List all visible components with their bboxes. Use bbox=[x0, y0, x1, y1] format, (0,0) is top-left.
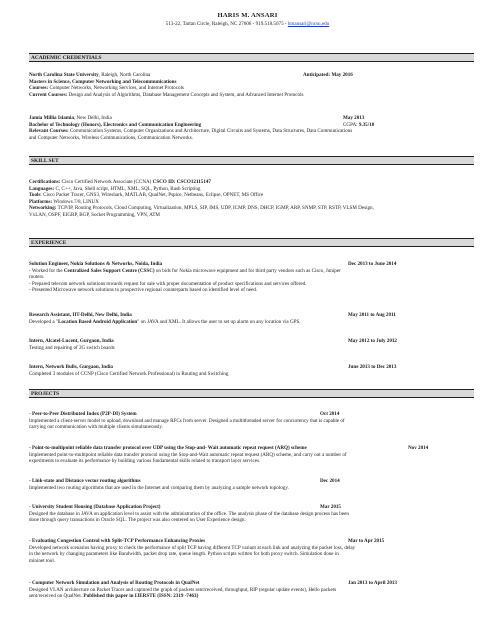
section-skill-set: SKILL SET bbox=[29, 156, 474, 165]
skill-label: Platforms: bbox=[29, 198, 53, 205]
project-date: Dec 2014 bbox=[320, 478, 340, 484]
skill-text: Cisco Certified Network Associate (CCNA) bbox=[60, 179, 153, 185]
relevant-courses-label: Relevant Courses: bbox=[29, 128, 69, 135]
degree: Bachelor of Technology (Honors), Electronics and Communication Engineering bbox=[29, 121, 202, 128]
skill-text: Windows 7/8, LINUX bbox=[52, 198, 99, 205]
project-split-tcp: - Evaluating Congestion Control with Split-TCP Performance Enhancing Proxies Mar to Apr 2015 Developed network scenarios having proxy to check the performance of split TCP having different TCP variant at each link and analyzing the packet loss, delay in the network by changing parameters like Bandwidth, packet drop rate, queue length. Python scripts written for both proxy switch. Simulation done in mininet tool. bbox=[29, 538, 385, 564]
project-arq: - Point-to-multipoint reliable data transfer protocol over UDP using the Stop-and- Wait automatic repeat request (ARQ) scheme Nov 2014 Implemented point-to-multipoint reliable data transfer protocol using the Stop-and-Wait automatic repeat request (ARQ) scheme, and carry out a number of experiments to evaluate its performance by building various fundamental skills related to transport layer services. bbox=[29, 445, 429, 465]
skills-list bbox=[29, 179, 474, 219]
project-title: - University Student Housing (Database Application Project) bbox=[29, 504, 161, 510]
publication-note: Published this paper in IJERSTE (ISSN: 2319 -7463) bbox=[83, 593, 199, 600]
skill-text: : Cisco Packet Tracer, GNS3, Wireshark, MATLAB, QualNet, Pspice, Netbeans, Eclipse, OPNET, MS Office bbox=[40, 192, 264, 199]
project-qualnet: - Computer Network Simulation and Analysis of Routing Protocols in QualNet Jan 2013 to April 2013 Designed VLAN architecture on Packet Tracer and captured the graph of packets sent/received, throughput, RIP (regular update events), Hello packets sent/received on QualNet. Published this paper in IJERSTE (ISSN: 2319 -7463) bbox=[29, 580, 397, 600]
section-experience: EXPERIENCE bbox=[29, 238, 474, 247]
project-date: Mar to Apr 2015 bbox=[348, 538, 385, 544]
project-title: - Evaluating Congestion Control with Split-TCP Performance Enhancing Proxies bbox=[29, 538, 206, 544]
section-projects: PROJECTS bbox=[29, 389, 474, 398]
education-nc-state bbox=[29, 72, 474, 98]
candidate-name: HARIS M. ANSARI bbox=[217, 12, 278, 19]
skill-label: Certifications: bbox=[29, 179, 61, 185]
job-title: Research Assistant, IIT-Delhi, New Delhi, India bbox=[29, 312, 132, 318]
courses-label: Courses: bbox=[29, 85, 49, 92]
skill-label: Tools bbox=[29, 192, 41, 199]
education-date: May 2013 bbox=[343, 115, 365, 121]
education-jamia bbox=[29, 115, 474, 141]
education-date: Anticipated: May 2016 bbox=[303, 72, 353, 78]
project-date: Oct 2014 bbox=[320, 411, 340, 417]
project-title: - Point-to-multipoint reliable data transfer protocol over UDP using the Stop-and- Wait automatic repeat request (ARQ) scheme bbox=[29, 445, 307, 451]
job-date: May 2012 to July 2012 bbox=[348, 338, 397, 344]
skill-text: VxLAN, OSPF, EIGRP, BGP, Socket Programming, VPN, ATM bbox=[29, 211, 160, 218]
school-location: , Raleigh, North Carolina bbox=[98, 72, 151, 78]
school-name: Jamia Millia Islamia bbox=[29, 115, 74, 121]
project-title: - Link-state and Distance vector routing algorithms bbox=[29, 478, 141, 484]
project-date: Nov 2014 bbox=[408, 445, 429, 451]
job-date: June 2013 to Dec 2013 bbox=[348, 364, 397, 370]
experience-network-bulls: Intern, Network Bulls, Gurgaon, India June 2013 to Dec 2013 Completed 3 modules of CCNP (Cisco Certified Network Professional) in Routing and Switching bbox=[29, 364, 397, 377]
current-courses-label: Current Courses: bbox=[29, 91, 68, 98]
section-academic-credentials: ACADEMIC CREDENTIALS bbox=[29, 53, 474, 62]
school-name: North Carolina State University bbox=[29, 72, 99, 78]
experience-iit-delhi: Research Assistant, IIT-Delhi, New Delhi, India May 2011 to Aug 2011 Developed a "Location Based Android Application" on JAVA and XML. It allows the user to set up alarm on any location via GPS. bbox=[29, 312, 396, 325]
contact-line bbox=[0, 21, 495, 27]
job-title: Intern, Alcatel-Lucent, Gurgaon, India bbox=[29, 338, 114, 344]
job-date: Dec 2013 to June 2014 bbox=[348, 261, 397, 267]
courses-text: Computer Networks, Networking Services, and Internet Protocols bbox=[48, 85, 184, 92]
email-link[interactable]: hmansari@ncsu.edu bbox=[287, 21, 330, 27]
cisco-id: CSCO ID: CSCO12115147 bbox=[152, 179, 211, 185]
job-title: Intern, Network Bulls, Gurgaon, India bbox=[29, 364, 113, 370]
current-courses-text: Design and Analysis of Algorithms, Database Management Concepts and System, and Advanced Internet Protocols bbox=[67, 91, 304, 98]
skill-label: Languages: bbox=[29, 185, 55, 192]
school-location: , New Delhi, India bbox=[74, 115, 112, 121]
experience-alcatel: Intern, Alcatel-Lucent, Gurgaon, India May 2012 to July 2012 Testing and repairing of 2G switch boards bbox=[29, 338, 397, 351]
skill-text: TCP/IP, Routing Protocols, Cloud Computing, Virtualization, MPLS, SIP, IMS, UDP, ICMP, DNS, DHCP, IGMP, ARP, SNMP, STP, RSTP, VLSM Design, bbox=[56, 205, 374, 212]
job-title: Solution Engineer, Nokia Solutions & Networks, Noida, India bbox=[29, 261, 163, 267]
project-date: Mar 2015 bbox=[320, 504, 341, 510]
project-title: - Computer Network Simulation and Analysis of Routing Protocols in QualNet bbox=[29, 580, 200, 586]
relevant-courses-text: Communication Systems, Computer Organizations and Architecture, Digital Circuits and Systems, Data Structures, Data Communications bbox=[68, 128, 353, 135]
address-phone: 513-22, Tartan Circle, Raleigh, NC 27606 - 919.518.5075 - bbox=[165, 21, 287, 27]
project-title: - Peer-to-Peer Distributed Index (P2P-DI) System bbox=[29, 411, 137, 417]
skill-text: C, C++, Java, Shell script, HTML, XML, SQL, Python, Bash Scripting bbox=[54, 185, 201, 192]
degree: Masters in Science, Computer Networking and Telecommunications bbox=[29, 78, 177, 85]
relevant-courses-text-cont: and Computer Networks, Wireless Communications, Communication Networks. bbox=[29, 134, 193, 141]
project-routing: - Link-state and Distance vector routing algorithms Dec 2014 Implemented two routing algorithms that are used in the Internet and comparing them by analyzing a sample network topology. bbox=[29, 478, 340, 491]
job-date: May 2011 to Aug 2011 bbox=[348, 312, 396, 318]
project-housing: - University Student Housing (Database Application Project) Mar 2015 Designed the database in JAVA on application level to assist with the administration of the office. The analysis phase of the database design process has been done through query transactions in Oracle SQL. The project was also centered on User Experience design. bbox=[29, 504, 349, 524]
project-date: Jan 2013 to April 2013 bbox=[348, 580, 397, 586]
skill-label: Networking: bbox=[29, 205, 57, 212]
experience-nokia: Solution Engineer, Nokia Solutions & Networks, Noida, India Dec 2013 to June 2014 - Worked for the Centralized Sales Support Centre (CSSC) on bids for Nokia microwave equipment and for third party vendors such as Cisco, Juniper routers. - Prepared telecom network solutions towards request for sale with proper documentation of product specifications and services offered. - Presented Microwave network solutions to prospective regional counterparts based on identified level of need. bbox=[29, 261, 397, 294]
project-p2p: - Peer-to-Peer Distributed Index (P2P-DI) System Oct 2014 Implemented a client-server model to upload, download and manage RFCs from server. Designed a multithreaded server for concurrency that is capable of carrying out communication with multiple clients simultaneously. bbox=[29, 411, 345, 431]
gpa: CGPA: 9.35/10 bbox=[343, 121, 375, 128]
